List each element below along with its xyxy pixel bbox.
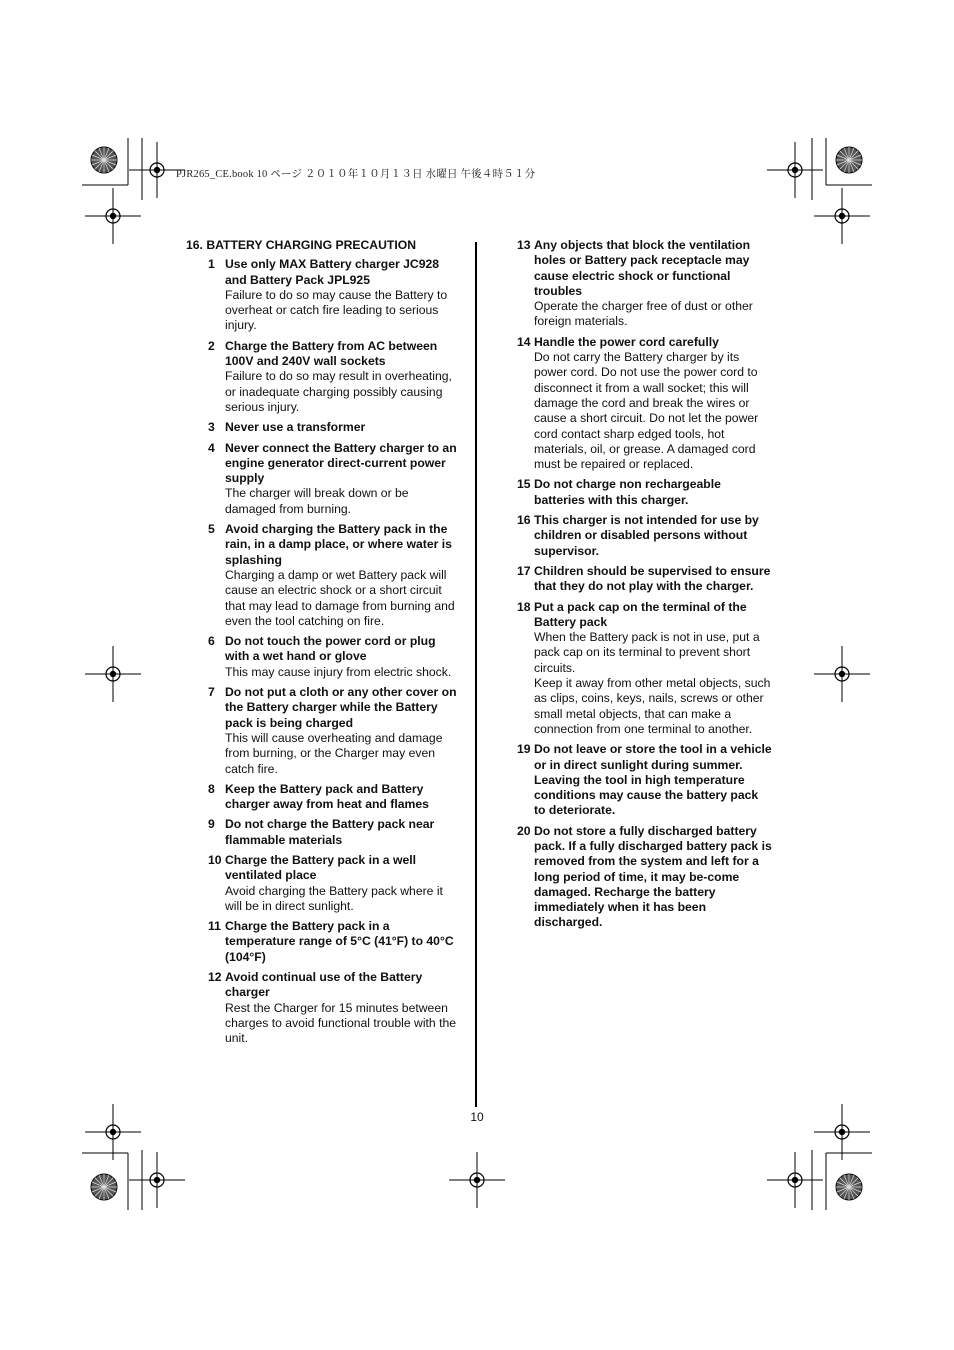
page-number: 10 (470, 1110, 484, 1124)
item-heading: Never connect the Battery charger to an engine generator direct-current power supply (225, 440, 457, 486)
item-body: Do not carry the Battery charger by its power cord. Do not use the power cord to disconnect it from a wall socket; this will damage the cord and break the wires or cause a short circuit. Do not let the power cord contact sharp edged tools, hot materials, oil, or grease. A damaged cord must be repaired or replaced. (534, 350, 759, 472)
precaution-item (517, 477, 772, 508)
precaution-list-left (186, 257, 462, 1046)
item-number: 4 (208, 440, 215, 455)
precaution-item (208, 782, 462, 813)
item-body: The charger will break down or be damaged from burning. (225, 486, 409, 516)
left-column (186, 238, 462, 1052)
precaution-item (208, 522, 462, 629)
item-body: Failure to do so may result in overheating, or inadequate charging possibly causing serious injury. (225, 369, 452, 414)
precaution-item (517, 824, 772, 931)
item-heading: Any objects that block the ventilation holes or Battery pack receptacle may cause electric shock or functional troubles (534, 238, 751, 298)
precaution-item (208, 634, 462, 680)
item-number: 18 (517, 599, 531, 614)
item-number: 10 (208, 852, 222, 867)
item-number: 1 (208, 257, 215, 272)
item-body: Operate the charger free of dust or other foreign materials. (534, 299, 753, 329)
item-body: Keep it away from other metal objects, such as clips, coins, keys, nails, screws or other small metal objects, that can make a connection from one terminal to another. (534, 676, 771, 736)
precaution-item (208, 685, 462, 777)
item-heading: Put a pack cap on the terminal of the Battery pack (534, 599, 747, 629)
item-number: 11 (208, 919, 221, 934)
item-body: When the Battery pack is not in use, put a pack cap on its terminal to prevent short circuits. (534, 630, 760, 675)
item-number: 12 (208, 970, 222, 985)
item-heading: Do not store a fully discharged battery pack. If a fully discharged battery pack is removed from the system and left for a long period of time, it may be-come damaged. Recharge the battery immediately when it has been discharged. (534, 823, 772, 930)
item-number: 20 (517, 823, 531, 838)
item-heading: Handle the power cord carefully (534, 334, 719, 349)
precaution-item (517, 238, 772, 330)
item-heading: Avoid charging the Battery pack in the rain, in a damp place, or where water is splashing (225, 522, 452, 567)
item-heading: Charge the Battery pack in a well ventilated place (225, 852, 417, 883)
item-heading: Do not touch the power cord or plug with a wet hand or glove (225, 634, 436, 664)
item-number: 9 (208, 817, 215, 832)
item-body: Failure to do so may cause the Battery to overheat or catch fire leading to serious injury. (225, 287, 448, 333)
item-body: This may cause injury from electric shock. (225, 664, 452, 679)
item-heading: Do not charge the Battery pack near flammable materials (225, 817, 435, 847)
item-number: 19 (517, 742, 531, 757)
item-number: 8 (208, 781, 215, 796)
item-body: This will cause overheating and damage from burning, or the Charger may even catch fire. (225, 730, 443, 776)
item-body: Avoid charging the Battery pack where it will be in direct sunlight. (225, 883, 443, 913)
item-number: 6 (208, 634, 215, 649)
item-heading: Charge the Battery pack in a temperature range of 5°C (41°F) to 40°C (104°F) (225, 919, 454, 964)
precaution-item (517, 335, 772, 473)
item-heading: Children should be supervised to ensure that they do not play with the charger. (534, 563, 771, 594)
item-heading: Do not charge non rechargeable batteries with this charger. (534, 477, 721, 507)
item-heading: Do not put a cloth or any other cover on the Battery charger while the Battery pack is being charged (225, 685, 457, 730)
precaution-item (208, 853, 462, 914)
precaution-item (517, 742, 772, 818)
precaution-item (517, 564, 772, 595)
precaution-item (208, 919, 462, 965)
item-heading: Use only MAX Battery charger JC928 and Battery Pack JPL925 (225, 257, 440, 287)
column-divider (475, 242, 477, 1107)
item-number: 17 (517, 563, 531, 578)
precaution-item (517, 513, 772, 559)
precaution-item (208, 441, 462, 517)
item-number: 7 (208, 685, 215, 700)
section-number: 16. (186, 238, 203, 252)
item-number: 13 (517, 238, 531, 252)
item-body: Rest the Charger for 15 minutes between charges to avoid functional trouble with the unit. (225, 1000, 457, 1046)
section-title-text: BATTERY CHARGING PRECAUTION (206, 238, 417, 252)
item-number: 2 (208, 338, 215, 353)
precaution-item (208, 817, 462, 848)
right-column (517, 238, 772, 936)
item-number: 16 (517, 513, 531, 528)
precaution-item (208, 970, 462, 1046)
item-body: Charging a damp or wet Battery pack will cause an electric shock or a short circuit that may lead to damage from burning and even the tool catching on fire. (225, 567, 455, 628)
item-number: 5 (208, 522, 215, 537)
precaution-item (208, 339, 462, 415)
item-number: 14 (517, 334, 531, 349)
item-heading: Never use a transformer (225, 420, 366, 435)
item-heading: Charge the Battery from AC between 100V and 240V wall sockets (225, 338, 438, 369)
item-heading: Keep the Battery pack and Battery charger away from heat and flames (225, 781, 429, 812)
precaution-item (208, 257, 462, 333)
precaution-list-right (517, 238, 772, 931)
item-heading: Avoid continual use of the Battery charger (225, 970, 423, 1000)
item-heading: Do not leave or store the tool in a vehicle or in direct sunlight during summer. Leaving the tool in high temperature conditions may cause the battery pack to deteriorate. (534, 742, 772, 818)
item-number: 15 (517, 477, 531, 492)
item-heading: This charger is not intended for use by children or disabled persons without supervisor. (534, 513, 759, 558)
precaution-item (208, 420, 462, 435)
item-number: 3 (208, 420, 215, 435)
book-file-slug: PJR265_CE.book 10 ページ ２０１０年１０月１３日 水曜日 午後４時５１分 (176, 169, 536, 180)
section-title (186, 238, 462, 253)
precaution-item (517, 600, 772, 738)
